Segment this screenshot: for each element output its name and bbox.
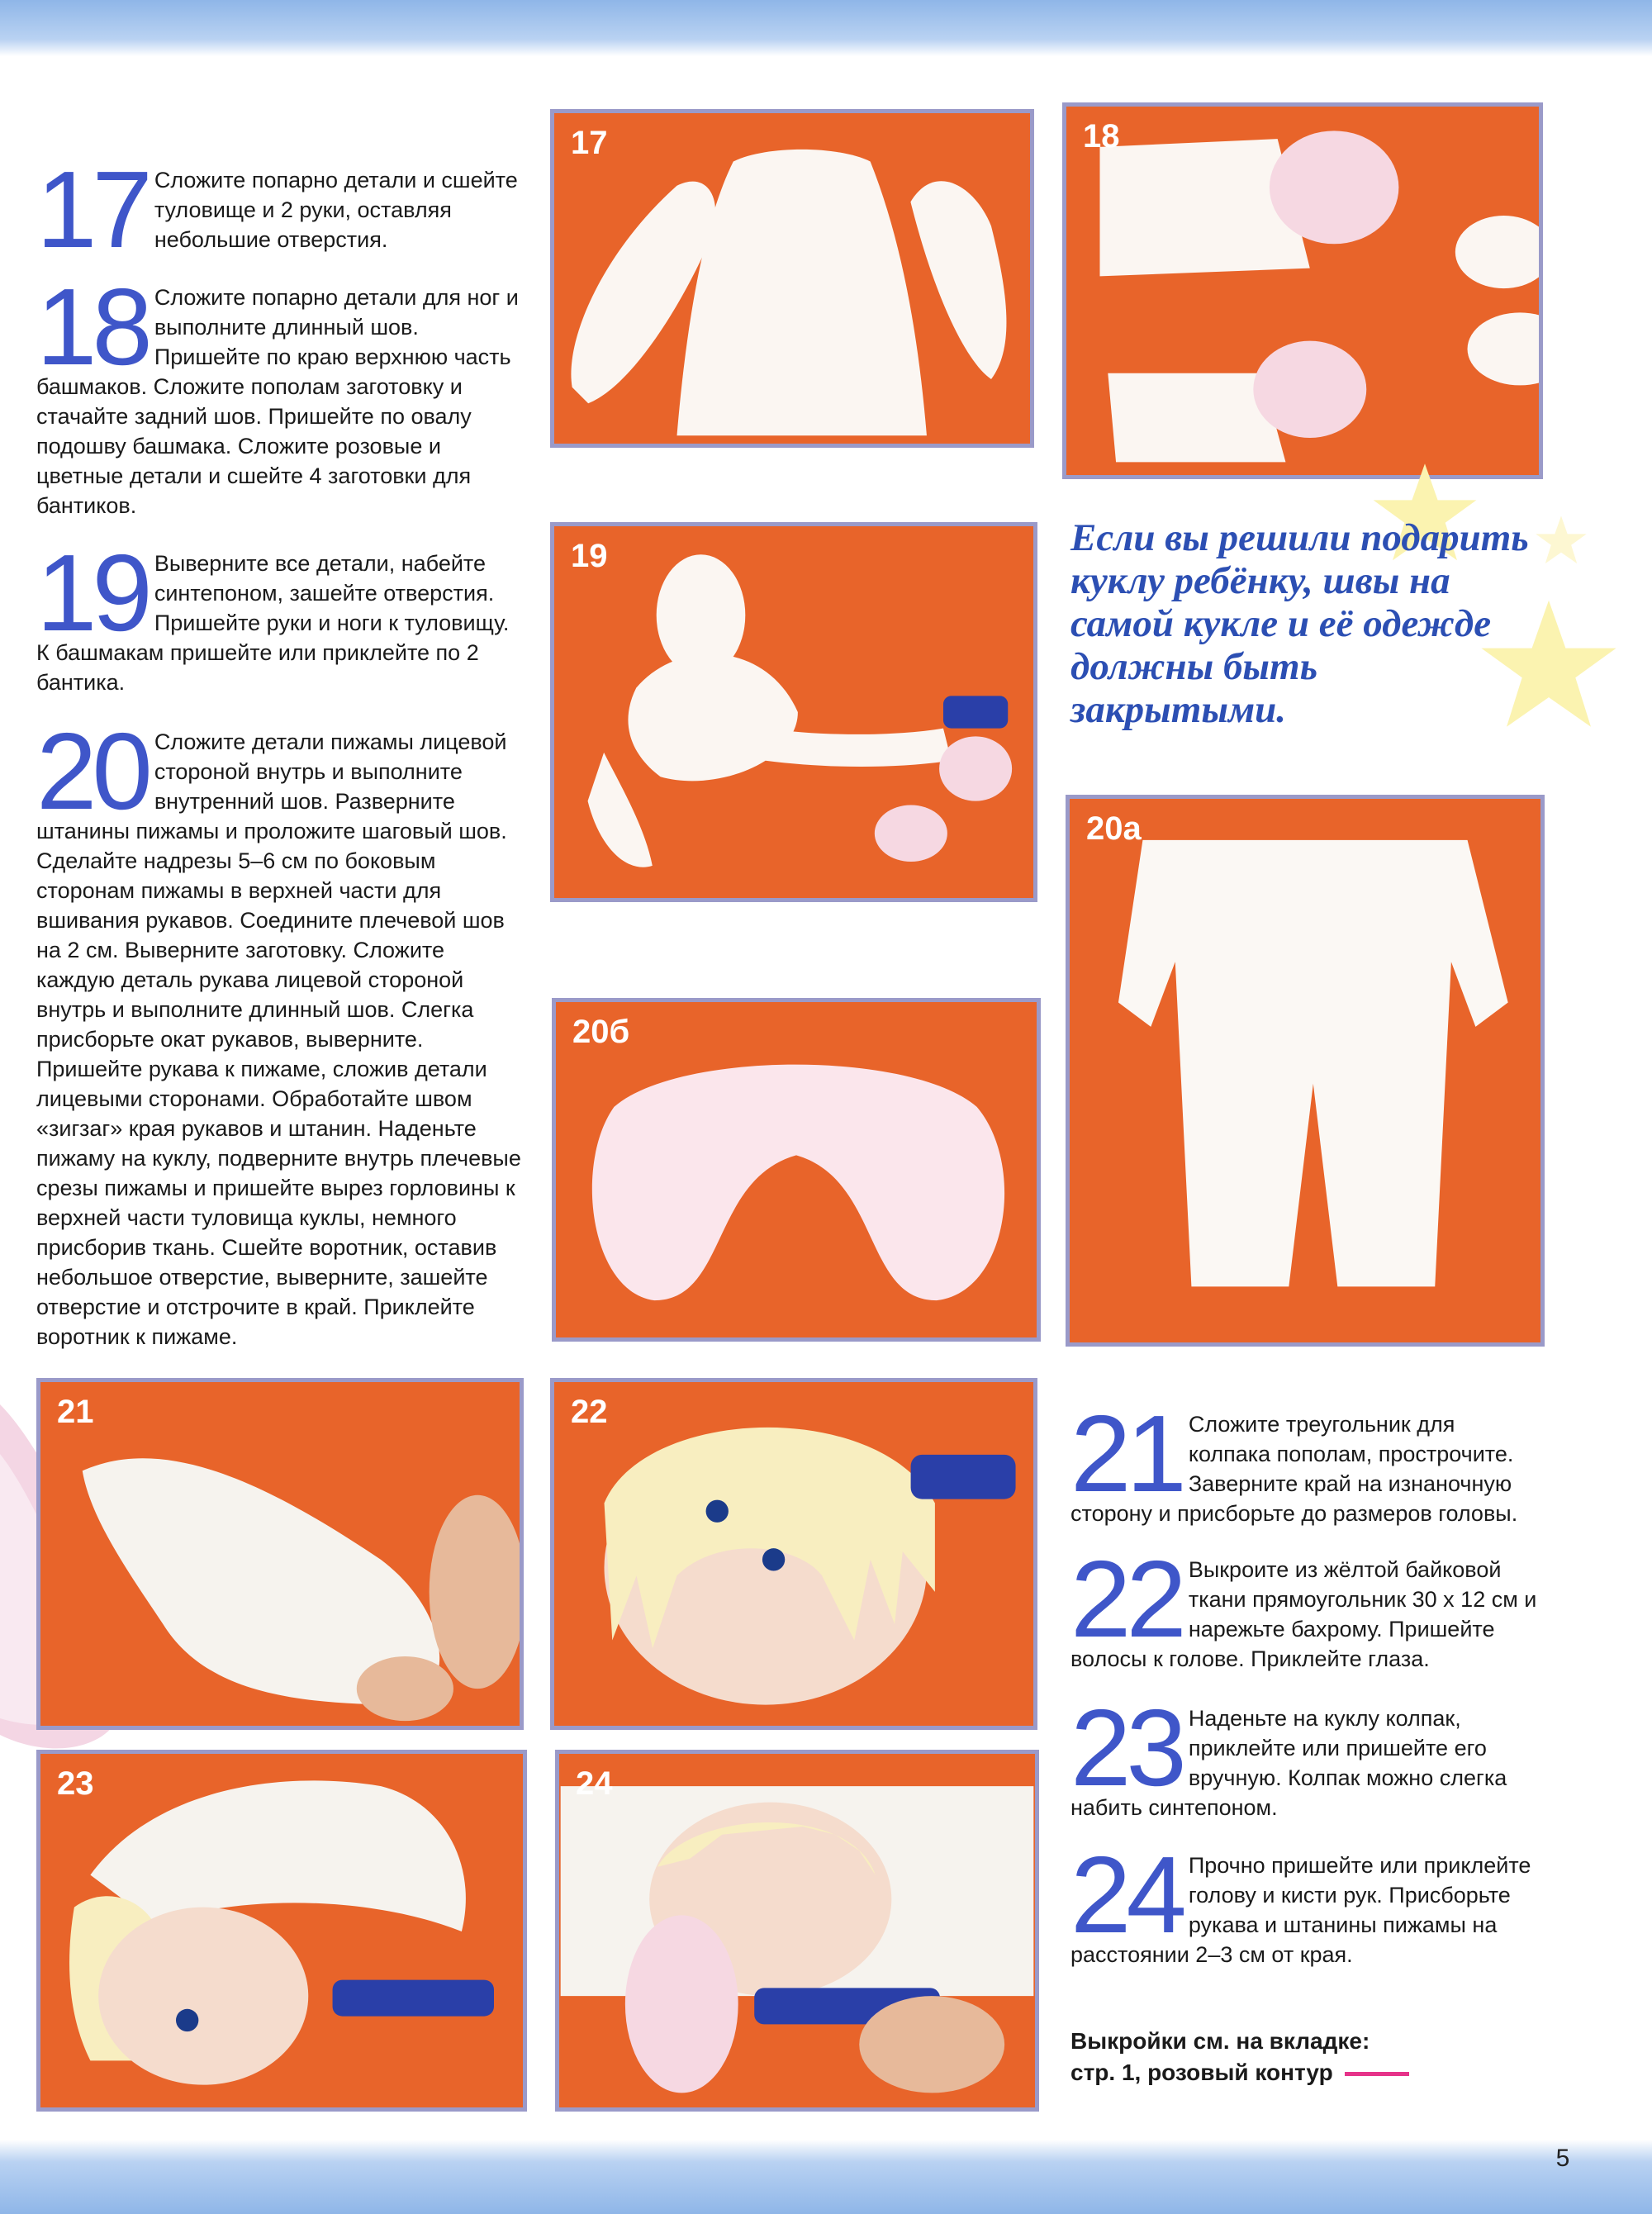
pattern-note-line2: стр. 1, розовый контур — [1070, 2060, 1333, 2085]
step-text: Выкроите из жёлтой байковой ткани прямоугольник 30 х 12 см и нарежьте бахрому. Пришейте волосы к голове. Приклейте глаза. — [1070, 1557, 1537, 1671]
photo-step-19 — [550, 522, 1037, 902]
photo-step-24 — [555, 1750, 1039, 2112]
doll-hair-image — [554, 1382, 1033, 1726]
pattern-note-line1: Выкройки см. на вкладке: — [1070, 2028, 1370, 2054]
photo-step-18 — [1062, 102, 1543, 479]
step-number: 18 — [36, 266, 148, 387]
photo-label: 17 — [571, 125, 608, 161]
step-number: 17 — [36, 149, 148, 270]
photo-step-23 — [36, 1750, 527, 2112]
pink-contour-swatch — [1345, 2072, 1409, 2076]
step-text: Наденьте на куклу колпак, приклейте или пришейте его вручную. Колпак можно слегка набить синтепоном. — [1070, 1706, 1507, 1820]
step-number: 19 — [36, 532, 148, 653]
hat-sewing-image — [40, 1382, 520, 1726]
photo-step-20a — [1066, 795, 1545, 1347]
step-17 — [36, 149, 524, 270]
page-number: 5 — [1555, 2145, 1570, 2172]
pattern-note-line2-wrap — [1070, 2057, 1500, 2088]
photo-step-21 — [36, 1378, 524, 1730]
photo-step-22 — [550, 1378, 1037, 1730]
step-20 — [36, 710, 524, 1352]
step-21 — [1070, 1393, 1538, 1528]
photo-step-20b — [552, 998, 1041, 1342]
leg-pieces-image — [1066, 107, 1539, 475]
step-22 — [1070, 1538, 1538, 1674]
step-number: 24 — [1070, 1834, 1182, 1955]
step-number: 21 — [1070, 1393, 1182, 1514]
star-icon — [1535, 514, 1588, 567]
fabric-pieces-image — [554, 113, 1030, 444]
step-18 — [36, 266, 524, 520]
step-text: Сложите попарно детали для ног и выполните длинный шов. Пришейте по краю верхнюю часть башмаков. Сложите пополам заготовку и стачайте задний шов. Пришейте по овалу подошву башмака. Сложите розовые и цветные детали и сшейте 4 заготовки для бантиков. — [36, 285, 519, 518]
photo-label: 21 — [57, 1394, 94, 1430]
safety-tip-quote: Если вы решили подарить куклу ребёнку, швы на самой кукле и её одежде должны быть закрытыми. — [1070, 516, 1529, 731]
bottom-decor-band — [0, 2140, 1652, 2214]
photo-label: 22 — [571, 1394, 608, 1430]
photo-label: 18 — [1083, 118, 1120, 154]
photo-label: 20б — [572, 1014, 630, 1050]
step-text: Сложите детали пижамы лицевой стороной внутрь и выполните внутренний шов. Разверните штанины пижамы и проложите шаговый шов. Сделайте надрезы 5–6 см по боковым сторонам пижамы в верхней части для вшивания рукавов. Соедините плечевой шов на 2 см. Выверните заготовку. Сложите каждую деталь рукава лицевой стороной внутрь и выполните длинный шов. Слегка присборьте окат рукавов, выверните. Пришейте рукава к пижаме, сложив детали лицевыми сторонами. Обработайте швом «зигзаг» края рукавов и штанин. Наденьте пижаму на куклу, подверните внутрь плечевые срезы пижамы и пришейте вырез горловины к верхней части туловища куклы, немного присборив ткань. Сшейте воротник, оставив небольшое отверстие, выверните, зашейте отверстие и отстрочите в край. Приклейте воротник к пижаме. — [36, 729, 521, 1349]
collar-piece-image — [556, 1002, 1037, 1337]
step-number: 22 — [1070, 1538, 1182, 1660]
doll-hat-image — [40, 1754, 523, 2107]
step-text: Прочно пришейте или приклейте голову и кисти рук. Присборьте рукава и штанины пижамы на расстоянии 2–3 см от края. — [1070, 1853, 1531, 1967]
photo-label: 23 — [57, 1765, 94, 1802]
photo-step-17 — [550, 109, 1034, 448]
pattern-reference-note — [1070, 2026, 1500, 2088]
photo-label: 24 — [576, 1765, 613, 1802]
step-text: Выверните все детали, набейте синтепоном, зашейте отверстия. Пришейте руки и ноги к туловищу. К башмакам пришейте или приклейте по 2 бантика. — [36, 551, 510, 695]
top-decor-band — [0, 0, 1652, 56]
step-text: Сложите треугольник для колпака пополам, прострочите. Заверните край на изнаночную сторону и присборьте до размеров головы. — [1070, 1412, 1518, 1526]
pajama-pattern-image — [1070, 799, 1540, 1342]
step-23 — [1070, 1687, 1538, 1822]
photo-label: 20а — [1086, 810, 1142, 847]
stuffed-body-image — [554, 526, 1033, 898]
photo-label: 19 — [571, 538, 608, 574]
doll-assembly-image — [559, 1754, 1035, 2107]
step-24 — [1070, 1834, 1538, 1969]
step-number: 23 — [1070, 1687, 1182, 1808]
step-19 — [36, 532, 524, 697]
step-number: 20 — [36, 710, 148, 832]
step-text: Сложите попарно детали и сшейте туловище и 2 руки, оставляя небольшие отверстия. — [154, 168, 518, 252]
